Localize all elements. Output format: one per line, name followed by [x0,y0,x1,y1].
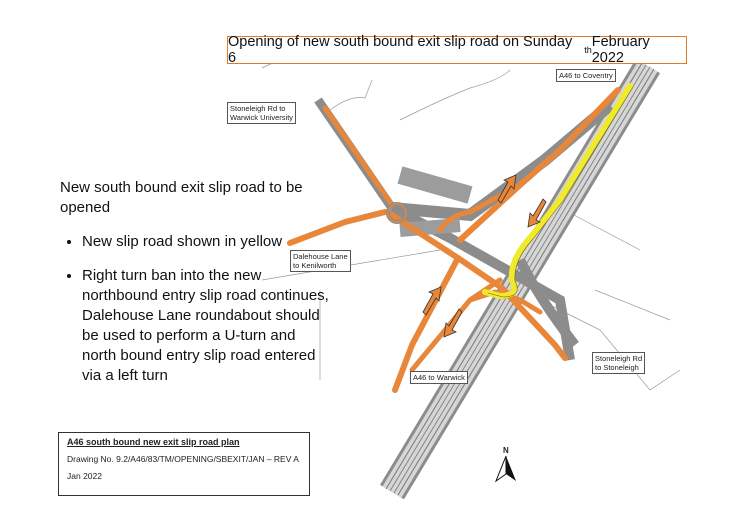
label-a46-warwick: A46 to Warwick [410,371,468,384]
label-stoneleigh-rd: Stoneleigh Rd to Stoneleigh [592,352,645,374]
side-roads [318,100,610,360]
label-dalehouse-lane: Dalehouse Lane to Kenilworth [290,250,351,272]
label-a46-coventry: A46 to Coventry [556,69,616,82]
title-superscript: th [584,45,592,55]
north-arrow-icon [494,455,518,483]
page-title [227,36,687,64]
drawing-title: A46 south bound new exit slip road plan [67,437,240,447]
north-arrow [494,446,518,482]
arrow-southbound-lower [444,309,462,337]
drawing-info-box [58,432,310,496]
description-bullets [60,232,330,386]
bullet-item: • New slip road shown in yellow [82,232,330,252]
description [60,178,330,400]
title-text: Opening of new south bound exit slip road on Sunday 6 [228,34,573,66]
north-label: N [503,446,509,455]
bullet-item: • Right turn ban into the new northbound entry slip road continues, Dalehouse Lane roundabout should be used to perform a U-turn and north bound entry slip road entered via a left turn [82,266,330,386]
description-lead: New south bound exit slip road to be opened [60,179,303,216]
drawing-date: Jan 2022 [67,471,102,481]
title-suffix: February 2022 [591,34,650,66]
label-stoneleigh-warwick-university: Stoneleigh Rd to Warwick University [227,102,296,124]
drawing-number: Drawing No. 9.2/A46/83/TM/OPENING/SBEXIT/JAN – REV A [67,454,299,464]
